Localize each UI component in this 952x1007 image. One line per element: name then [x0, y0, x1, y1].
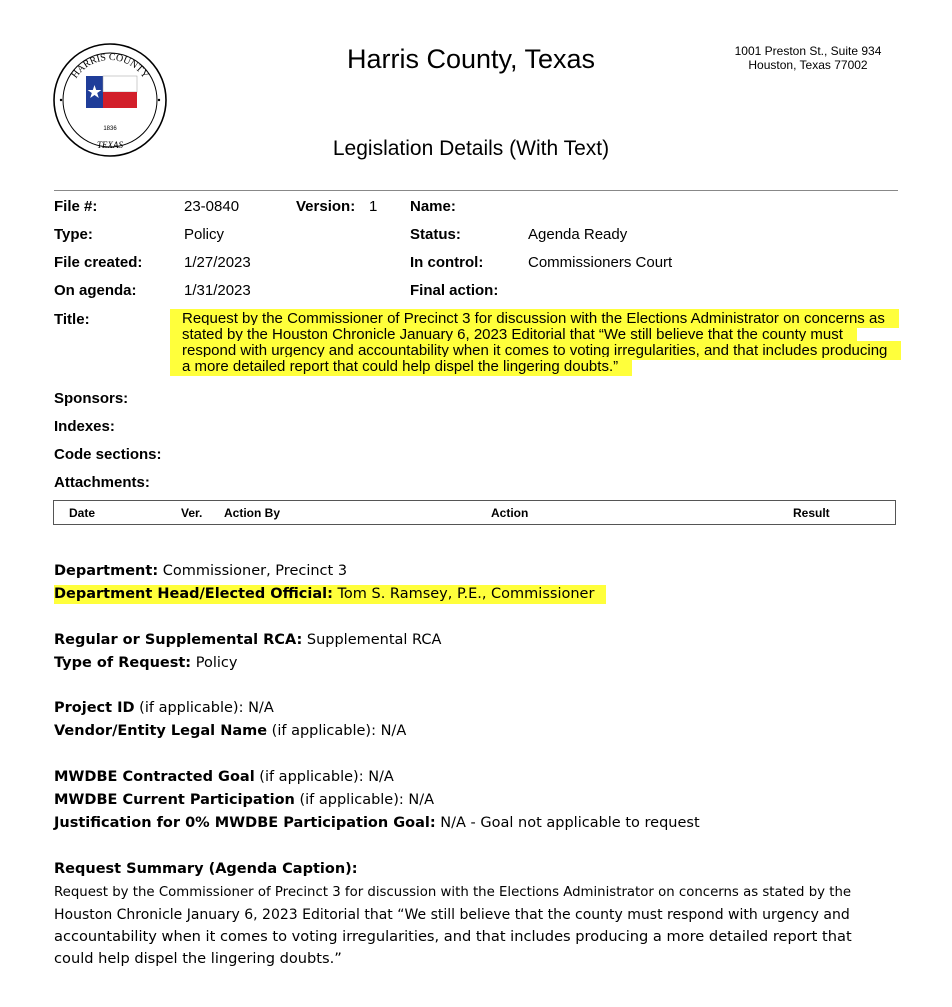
address-line-2: Houston, Texas 77002	[748, 58, 868, 72]
rca-line	[54, 632, 441, 648]
file-number-value: 23-0840	[184, 198, 240, 215]
department-head-label: Department Head/Elected Official:	[54, 586, 333, 602]
summary-line: Request by the Commissioner of Precinct 3 for discussion with the Elections Administrator on concerns as stated by the	[54, 885, 852, 900]
mwdbe-goal-label: MWDBE Contracted Goal	[54, 769, 255, 785]
name-label: Name:	[410, 198, 456, 215]
texas-flag-icon	[86, 76, 137, 108]
final-action-label: Final action:	[410, 282, 499, 299]
title-label: Title:	[54, 311, 90, 328]
on-agenda-value: 1/31/2023	[184, 282, 251, 299]
version-value: 1	[369, 198, 378, 215]
code-sections-label: Code sections:	[54, 446, 162, 463]
in-control-label: In control:	[410, 254, 484, 271]
status-value: Agenda Ready	[528, 226, 628, 243]
seal-bottom-text: TEXAS	[97, 140, 123, 150]
legislation-title	[170, 311, 888, 375]
request-type-line	[54, 655, 237, 671]
summary-label: Request Summary (Agenda Caption):	[54, 861, 358, 877]
county-title: Harris County, Texas	[346, 44, 596, 74]
address	[718, 44, 898, 72]
request-type-value: Policy	[191, 655, 238, 671]
request-type-label: Type of Request:	[54, 655, 192, 671]
justification-line	[54, 815, 700, 831]
summary-heading	[54, 861, 358, 877]
file-created-value: 1/27/2023	[184, 254, 251, 271]
mwdbe-goal-line	[54, 769, 394, 785]
department-head-value: Tom S. Ramsey, P.E., Commissioner	[332, 586, 595, 602]
on-agenda-label: On agenda:	[54, 282, 137, 299]
attachments-label: Attachments:	[54, 474, 150, 491]
seal-year: 1836	[103, 126, 117, 132]
project-id-line	[54, 700, 274, 716]
vendor-line	[54, 723, 406, 739]
project-id-label: Project ID	[54, 700, 135, 716]
column-version: Ver.	[181, 506, 203, 520]
department-head-highlight	[54, 585, 606, 604]
mwdbe-goal-value: (if applicable): N/A	[254, 769, 394, 785]
rca-value: Supplemental RCA	[302, 632, 442, 648]
department-label: Department:	[54, 563, 159, 579]
project-id-value: (if applicable): N/A	[134, 700, 274, 716]
type-value: Policy	[184, 226, 225, 243]
column-date: Date	[69, 506, 96, 520]
summary-line: Houston Chronicle January 6, 2023 Editorial that “We still believe that the county must respond with urgency and	[54, 907, 850, 923]
file-number-label: File #:	[54, 198, 98, 215]
history-table-header	[53, 500, 896, 525]
justification-label: Justification for 0% MWDBE Participation Goal:	[54, 815, 436, 831]
seal-top-text: HARRIS COUNTY	[69, 51, 151, 81]
in-control-value: Commissioners Court	[528, 254, 673, 271]
department-line	[54, 563, 347, 579]
version-label: Version:	[296, 198, 356, 215]
indexes-label: Indexes:	[54, 418, 115, 435]
rca-label: Regular or Supplemental RCA:	[54, 632, 303, 648]
vendor-value: (if applicable): N/A	[267, 723, 407, 739]
type-label: Type:	[54, 226, 93, 243]
status-label: Status:	[410, 226, 461, 243]
column-action: Action	[491, 506, 529, 520]
summary-line: accountability when it comes to voting irregularities, and that includes producing a more detailed report that	[54, 928, 852, 945]
summary-line: could help dispel the lingering doubts.”	[54, 950, 342, 967]
department-head-line	[54, 586, 606, 602]
mwdbe-participation-value: (if applicable): N/A	[294, 792, 435, 808]
column-action-by: Action By	[224, 506, 281, 520]
justification-value: N/A - Goal not applicable to request	[435, 815, 700, 831]
file-created-label: File created:	[54, 254, 143, 271]
summary-paragraph	[54, 882, 894, 970]
header-divider	[54, 190, 898, 191]
mwdbe-participation-line	[54, 792, 434, 808]
legislation-title-text: Request by the Commissioner of Precinct 3 for discussion with the Elections Administrator on concerns as stated by the Houston Chronicle January 6, 2023 Editorial that “We still believe that the county must respond with urgency and accountability when it comes to voting irregularities, and that includes producing a more detailed report that could help dispel the lingering doubts.”	[170, 309, 901, 376]
vendor-label: Vendor/Entity Legal Name	[54, 723, 268, 739]
mwdbe-participation-label: MWDBE Current Participation	[54, 792, 295, 808]
department-value: Commissioner, Precinct 3	[158, 563, 348, 579]
page-subtitle: Legislation Details (With Text)	[332, 137, 610, 160]
harris-county-seal	[52, 42, 168, 158]
address-line-1: 1001 Preston St., Suite 934	[734, 44, 882, 58]
sponsors-label: Sponsors:	[54, 390, 129, 407]
column-result: Result	[793, 506, 830, 520]
